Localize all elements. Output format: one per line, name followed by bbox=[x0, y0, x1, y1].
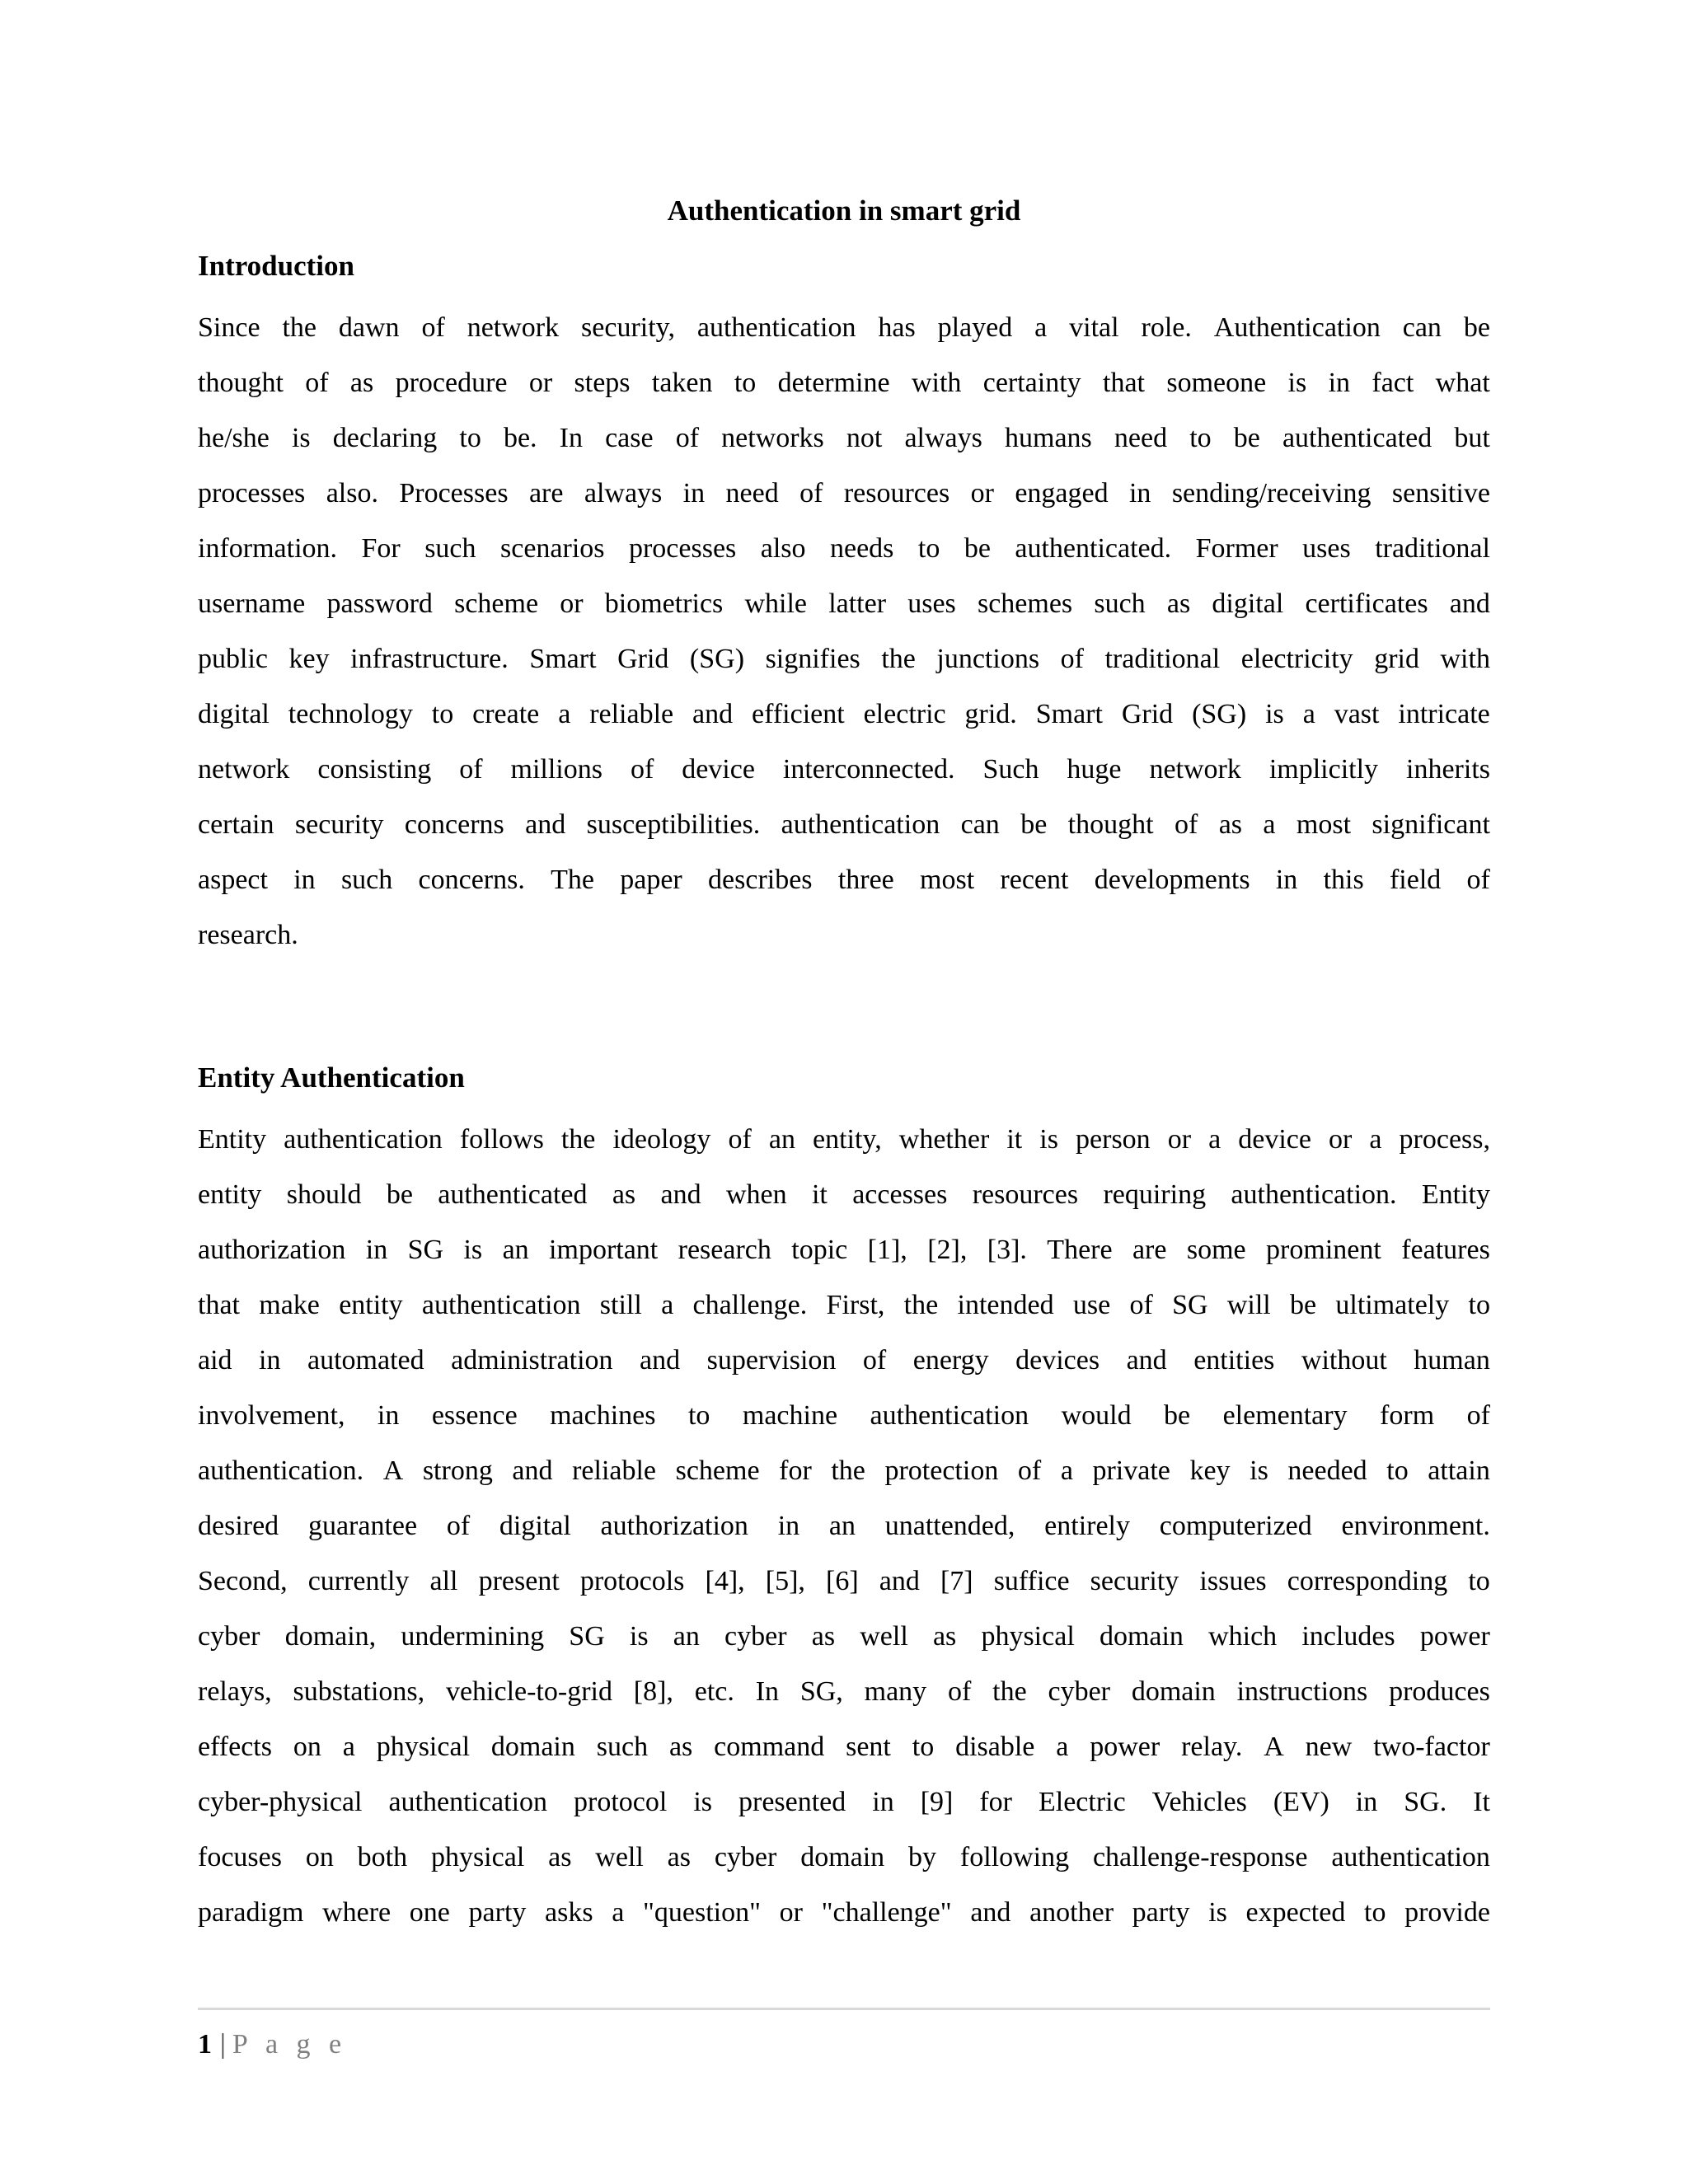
text-line: involvement, in essence machines to machine authentication would be elementary form of bbox=[198, 1400, 1490, 1431]
text-line: certain security concerns and susceptibilities. authentication can be thought of as a most significant bbox=[198, 809, 1490, 840]
text-line: username password scheme or biometrics while latter uses schemes such as digital certificates and bbox=[198, 588, 1490, 619]
document-content bbox=[198, 0, 1490, 1940]
text-line: paradigm where one party asks a "question" or "challenge" and another party is expected to provide bbox=[198, 1897, 1490, 1928]
footer-text bbox=[198, 2017, 1490, 2072]
text-line: Entity authentication follows the ideology of an entity, whether it is person or a device or a process, bbox=[198, 1124, 1490, 1155]
text-line: authorization in SG is an important research topic [1], [2], [3]. There are some prominent features bbox=[198, 1235, 1490, 1265]
page-number: 1 bbox=[198, 2029, 212, 2060]
text-line: aspect in such concerns. The paper describes three most recent developments in this field of bbox=[198, 865, 1490, 895]
text-line: aid in automated administration and supervision of energy devices and entities without human bbox=[198, 1345, 1490, 1376]
text-line: desired guarantee of digital authorization in an unattended, entirely computerized environment. bbox=[198, 1511, 1490, 1541]
footer-page-label: P a g e bbox=[232, 2029, 348, 2060]
footer-separator: | bbox=[220, 2029, 226, 2060]
section-heading-introduction: Introduction bbox=[198, 250, 354, 282]
text-line: that make entity authentication still a challenge. First, the intended use of SG will be ultimately to bbox=[198, 1290, 1490, 1320]
text-line: effects on a physical domain such as command sent to disable a power relay. A new two-factor bbox=[198, 1732, 1490, 1762]
text-line: entity should be authenticated as and when it accesses resources requiring authentication. Entity bbox=[198, 1179, 1490, 1210]
text-line: he/she is declaring to be. In case of networks not always humans need to be authenticated but bbox=[198, 423, 1490, 453]
text-line: processes also. Processes are always in need of resources or engaged in sending/receiving sensitive bbox=[198, 478, 1490, 509]
document-title: Authentication in smart grid bbox=[667, 194, 1021, 227]
text-line: Since the dawn of network security, authentication has played a vital role. Authentication can be bbox=[198, 312, 1490, 343]
paragraph-entity-authentication bbox=[198, 1112, 1490, 1940]
text-line: information. For such scenarios processes also needs to be authenticated. Former uses traditional bbox=[198, 533, 1490, 564]
text-line: cyber-physical authentication protocol is presented in [9] for Electric Vehicles (EV) in SG. It bbox=[198, 1787, 1490, 1817]
text-line: network consisting of millions of device interconnected. Such huge network implicitly inherits bbox=[198, 754, 1490, 785]
page-footer bbox=[198, 2008, 1490, 2072]
text-line: focuses on both physical as well as cyber domain by following challenge-response authentication bbox=[198, 1842, 1490, 1872]
text-line: authentication. A strong and reliable scheme for the protection of a private key is needed to attain bbox=[198, 1455, 1490, 1486]
paragraph-introduction bbox=[198, 300, 1490, 963]
text-line: relays, substations, vehicle-to-grid [8], etc. In SG, many of the cyber domain instructions produces bbox=[198, 1676, 1490, 1707]
text-line: digital technology to create a reliable and efficient electric grid. Smart Grid (SG) is a vast intricate bbox=[198, 699, 1490, 729]
footer-divider bbox=[198, 2008, 1490, 2010]
text-line: thought of as procedure or steps taken to determine with certainty that someone is in fact what bbox=[198, 368, 1490, 398]
text-line: cyber domain, undermining SG is an cyber as well as physical domain which includes power bbox=[198, 1621, 1490, 1652]
section-heading-entity-authentication: Entity Authentication bbox=[198, 1062, 465, 1094]
text-line: Second, currently all present protocols [4], [5], [6] and [7] suffice security issues corresponding to bbox=[198, 1566, 1490, 1596]
text-line: public key infrastructure. Smart Grid (SG) signifies the junctions of traditional electricity grid with bbox=[198, 644, 1490, 674]
text-line: research. bbox=[198, 920, 298, 950]
